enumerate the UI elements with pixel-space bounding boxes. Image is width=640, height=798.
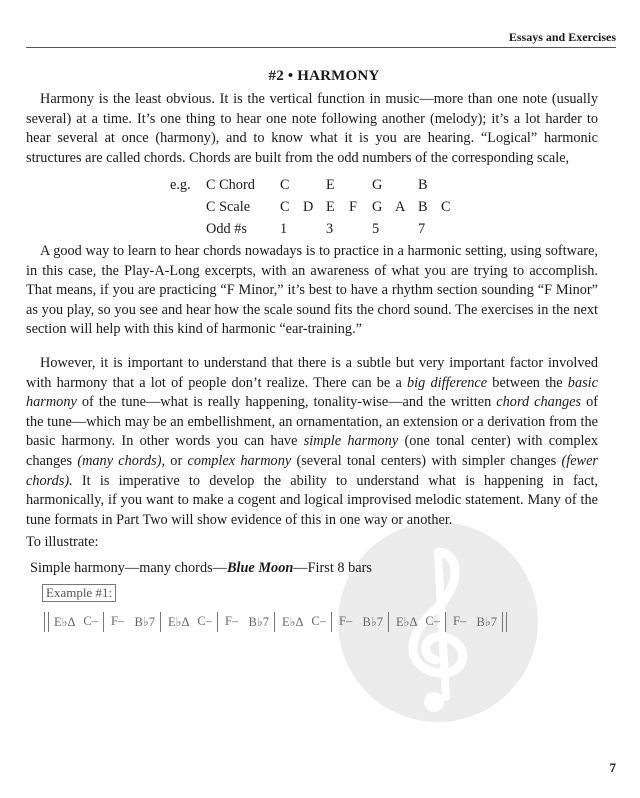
eg-label: e.g. bbox=[170, 177, 191, 193]
barline bbox=[217, 612, 220, 632]
simple-harmony-caption: Simple harmony—many chords—Blue Moon—First 8 bars bbox=[30, 560, 372, 576]
page-number: 7 bbox=[609, 760, 616, 775]
paragraph-harmony-intro: Harmony is the least obvious. It is the vertical function in music—more than one note (usually several) at a time. It’s one thing to hear one note following another (melody); it’s a lot harder to hear several at once (harmony), and to know what it is you are hearing. “Logical” harmonic structures are called chords. Chords are built from the odd numbers of the corresponding scale, bbox=[26, 91, 598, 166]
table-row bbox=[170, 196, 464, 218]
tune-title: Blue Moon bbox=[226, 560, 294, 576]
note: 5 bbox=[372, 221, 380, 237]
measure: E♭Δ C– bbox=[396, 614, 440, 629]
note: F bbox=[349, 199, 357, 215]
note: G bbox=[372, 199, 383, 215]
chord-changes bbox=[42, 611, 512, 633]
note: 3 bbox=[326, 221, 334, 237]
scale-table bbox=[170, 174, 464, 240]
illustrate-label: To illustrate: bbox=[26, 534, 99, 550]
double-barline bbox=[502, 612, 507, 632]
measure: E♭Δ C– bbox=[54, 614, 98, 629]
measure: E♭Δ C– bbox=[168, 614, 212, 629]
emphasis: big difference bbox=[407, 374, 488, 391]
emphasis: basic harmony bbox=[26, 374, 598, 411]
note: E bbox=[326, 177, 335, 193]
row-label: C Scale bbox=[206, 199, 251, 215]
table-row bbox=[170, 174, 464, 196]
emphasis: (fewer chords). bbox=[26, 452, 598, 489]
emphasis: chord changes bbox=[496, 394, 582, 411]
double-barline bbox=[44, 612, 49, 632]
measure: F– B♭7 bbox=[339, 614, 383, 629]
example-label: Example #1: bbox=[42, 584, 116, 602]
note: D bbox=[303, 199, 314, 215]
section-title: #2 • HARMONY bbox=[268, 68, 380, 84]
paragraph-practice: A good way to learn to hear chords nowadays is to practice in a harmonic setting, using software, in this case, the Play-A-Long excerpts, with an awareness of what you are trying to accomplish. That means, if you are practicing “F Minor,” it’s best to have a rhythm section sounding “F Minor” as you play, so you see and hear how the scale sound fits the chord sound. The exercises in the next section will help with this kind of harmonic “ear-training.” bbox=[26, 243, 598, 338]
running-header: Essays and Exercises bbox=[508, 30, 616, 44]
measure: E♭Δ C– bbox=[282, 614, 326, 629]
barline bbox=[331, 612, 334, 632]
barline bbox=[160, 612, 163, 632]
barline bbox=[274, 612, 277, 632]
note: G bbox=[372, 177, 383, 193]
note: B bbox=[418, 177, 428, 193]
note-cells bbox=[280, 174, 464, 196]
table-row bbox=[170, 218, 464, 240]
note: C bbox=[280, 177, 290, 193]
note: E bbox=[326, 199, 335, 215]
measure: F– B♭7 bbox=[453, 614, 497, 629]
measure: F– B♭7 bbox=[225, 614, 269, 629]
emphasis: (many chords), bbox=[77, 452, 166, 469]
note-cells bbox=[280, 196, 464, 218]
note: A bbox=[395, 199, 406, 215]
paragraph-harmony-vs-changes: However, it is important to understand that there is a subtle but very important factor involved with harmony that a lot of people don’t realize. There can be a big difference between the basic harmony of the tune—what is really happening, tonality-wise—and the written chord changes of the tune—which may be an embellishment, an ornamentation, an extension or a derivation from the basic harmony. In other words you can have simple harmony (one tonal center) with complex changes (many chords), or complex harmony (several tonal centers) with simpler changes (fewer chords). It is imperative to develop the ability to understand what is happening in fact, harmonically, if you want to make a cogent and logical improvised melodic statement. Many of the tune formats in Part Two will show evidence of this in one way or another. bbox=[26, 355, 599, 528]
note: B bbox=[418, 199, 428, 215]
measure: F– B♭7 bbox=[111, 614, 155, 629]
barline bbox=[445, 612, 448, 632]
emphasis: complex harmony bbox=[187, 452, 292, 469]
emphasis: simple harmony bbox=[303, 433, 399, 450]
note: 7 bbox=[418, 221, 426, 237]
note: 1 bbox=[280, 221, 288, 237]
barline bbox=[388, 612, 391, 632]
row-label: C Chord bbox=[206, 177, 255, 193]
note: C bbox=[280, 199, 290, 215]
row-label: Odd #s bbox=[206, 221, 247, 237]
barline bbox=[103, 612, 106, 632]
header-rule bbox=[26, 47, 616, 48]
note-cells bbox=[280, 218, 464, 240]
note: C bbox=[441, 199, 451, 215]
